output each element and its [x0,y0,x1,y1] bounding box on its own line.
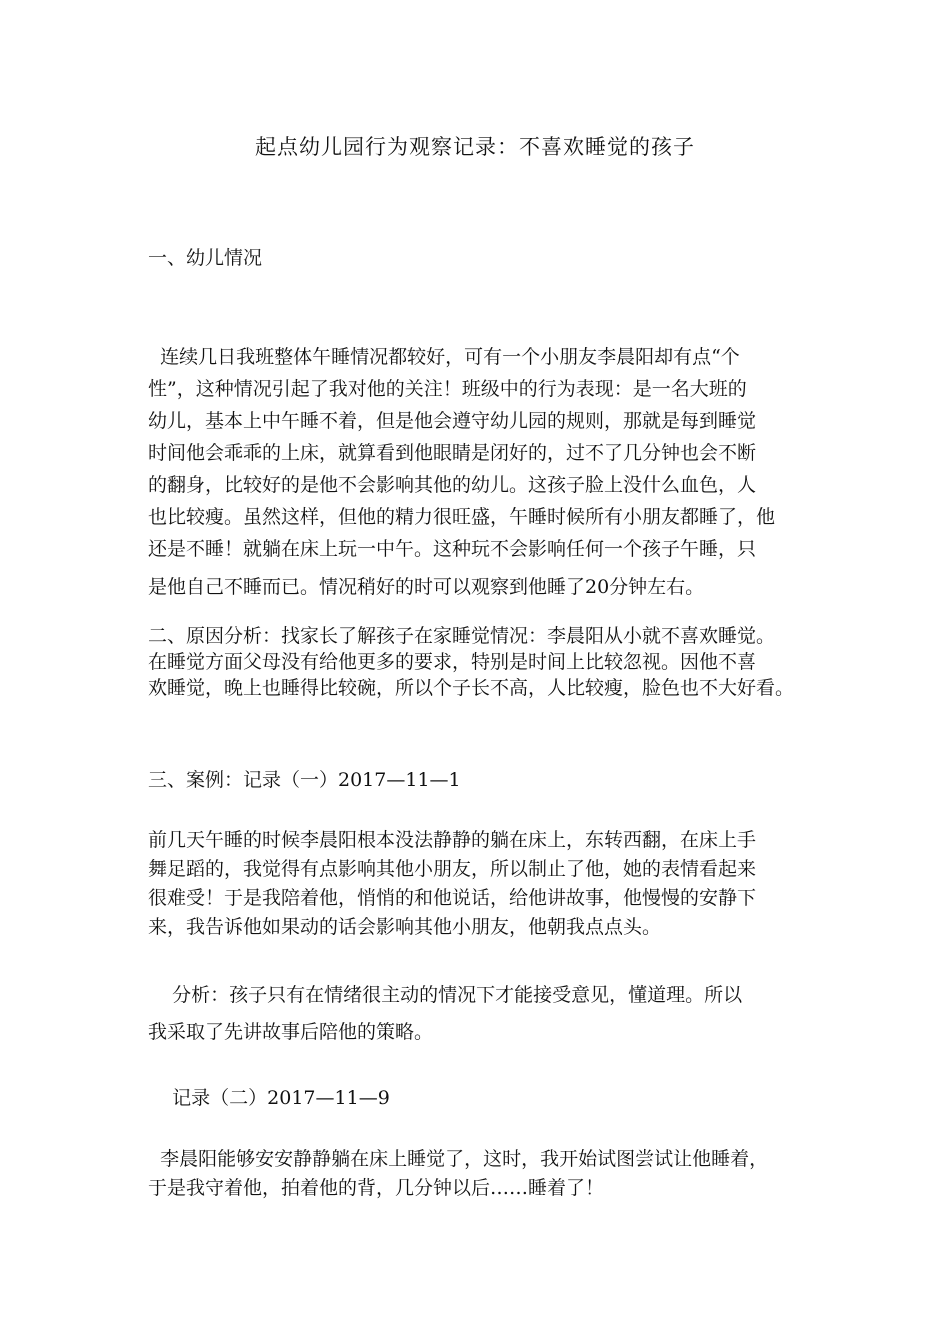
paragraph-line: 前几天午睡的时候李晨阳根本没法静静的躺在床上，东转西翻，在床上手 [148,829,757,851]
paragraph-line: 连续几日我班整体午睡情况都较好，可有一个小朋友李晨阳却有点“个 [148,346,740,368]
paragraph-line: 舞足蹈的，我觉得有点影响其他小朋友，所以制止了他，她的表情看起来 [148,858,757,880]
record-two-heading: 记录（二）2017—11—9 [148,1087,390,1109]
document-title: 起点幼儿园行为观察记录：不喜欢睡觉的孩子 [255,135,695,159]
paragraph-line: 在睡觉方面父母没有给他更多的要求，特别是时间上比较忽视。因他不喜 [148,651,757,673]
record-one-paragraph [148,826,860,942]
paragraph-line: 也比较瘦。虽然这样，但他的精力很旺盛，午睡时候所有小朋友都睡了，他 [148,506,776,528]
paragraph-line: 来，我告诉他如果动的话会影响其他小朋友，他朝我点点头。 [148,916,662,938]
paragraph-line: 幼儿，基本上中午睡不着，但是他会遵守幼儿园的规则，那就是每到睡觉 [148,410,757,432]
cause-analysis-paragraph [148,623,860,701]
paragraph-line: 还是不睡！就躺在床上玩一中午。这种玩不会影响任何一个孩子午睡，只 [148,538,757,560]
record-two-paragraph [148,1145,860,1203]
case-heading: 三、案例：记录（一）2017—11—1 [148,769,461,791]
paragraph-line: 李晨阳能够安安静静躺在床上睡觉了，这时，我开始试图尝试让他睡着， [148,1148,769,1170]
paragraph-line: 是他自己不睡而已。情况稍好的时可以观察到他睡了20分钟左右。 [148,576,705,598]
paragraph-line: 分析：孩子只有在情绪很主动的情况下才能接受意见，懂道理。所以 [148,984,743,1006]
paragraph-line: 二、原因分析：找家长了解孩子在家睡觉情况：李晨阳从小就不喜欢睡觉。 [148,625,776,647]
paragraph-line: 于是我守着他，拍着他的背，几分钟以后……睡着了！ [148,1177,605,1199]
paragraph-line: 的翻身，比较好的是他不会影响其他的幼儿。这孩子脸上没什么血色，人 [148,474,757,496]
paragraph-line: 性”，这种情况引起了我对他的关注！班级中的行为表现：是一名大班的 [148,378,747,400]
analysis-paragraph [148,974,860,1048]
paragraph-line: 我采取了先讲故事后陪他的策略。 [148,1021,434,1043]
paragraph-line: 很难受！于是我陪着他，悄悄的和他说话，给他讲故事，他慢慢的安静下 [148,887,757,909]
paragraph-line: 欢睡觉，晚上也睡得比较碗，所以个子长不高，人比较瘦，脸色也不大好看。 [148,677,795,699]
section-heading-child-situation: 一、幼儿情况 [148,247,263,269]
paragraph-line: 时间他会乖乖的上床，就算看到他眼睛是闭好的，过不了几分钟也会不断 [148,442,757,464]
child-situation-paragraph [148,341,860,603]
